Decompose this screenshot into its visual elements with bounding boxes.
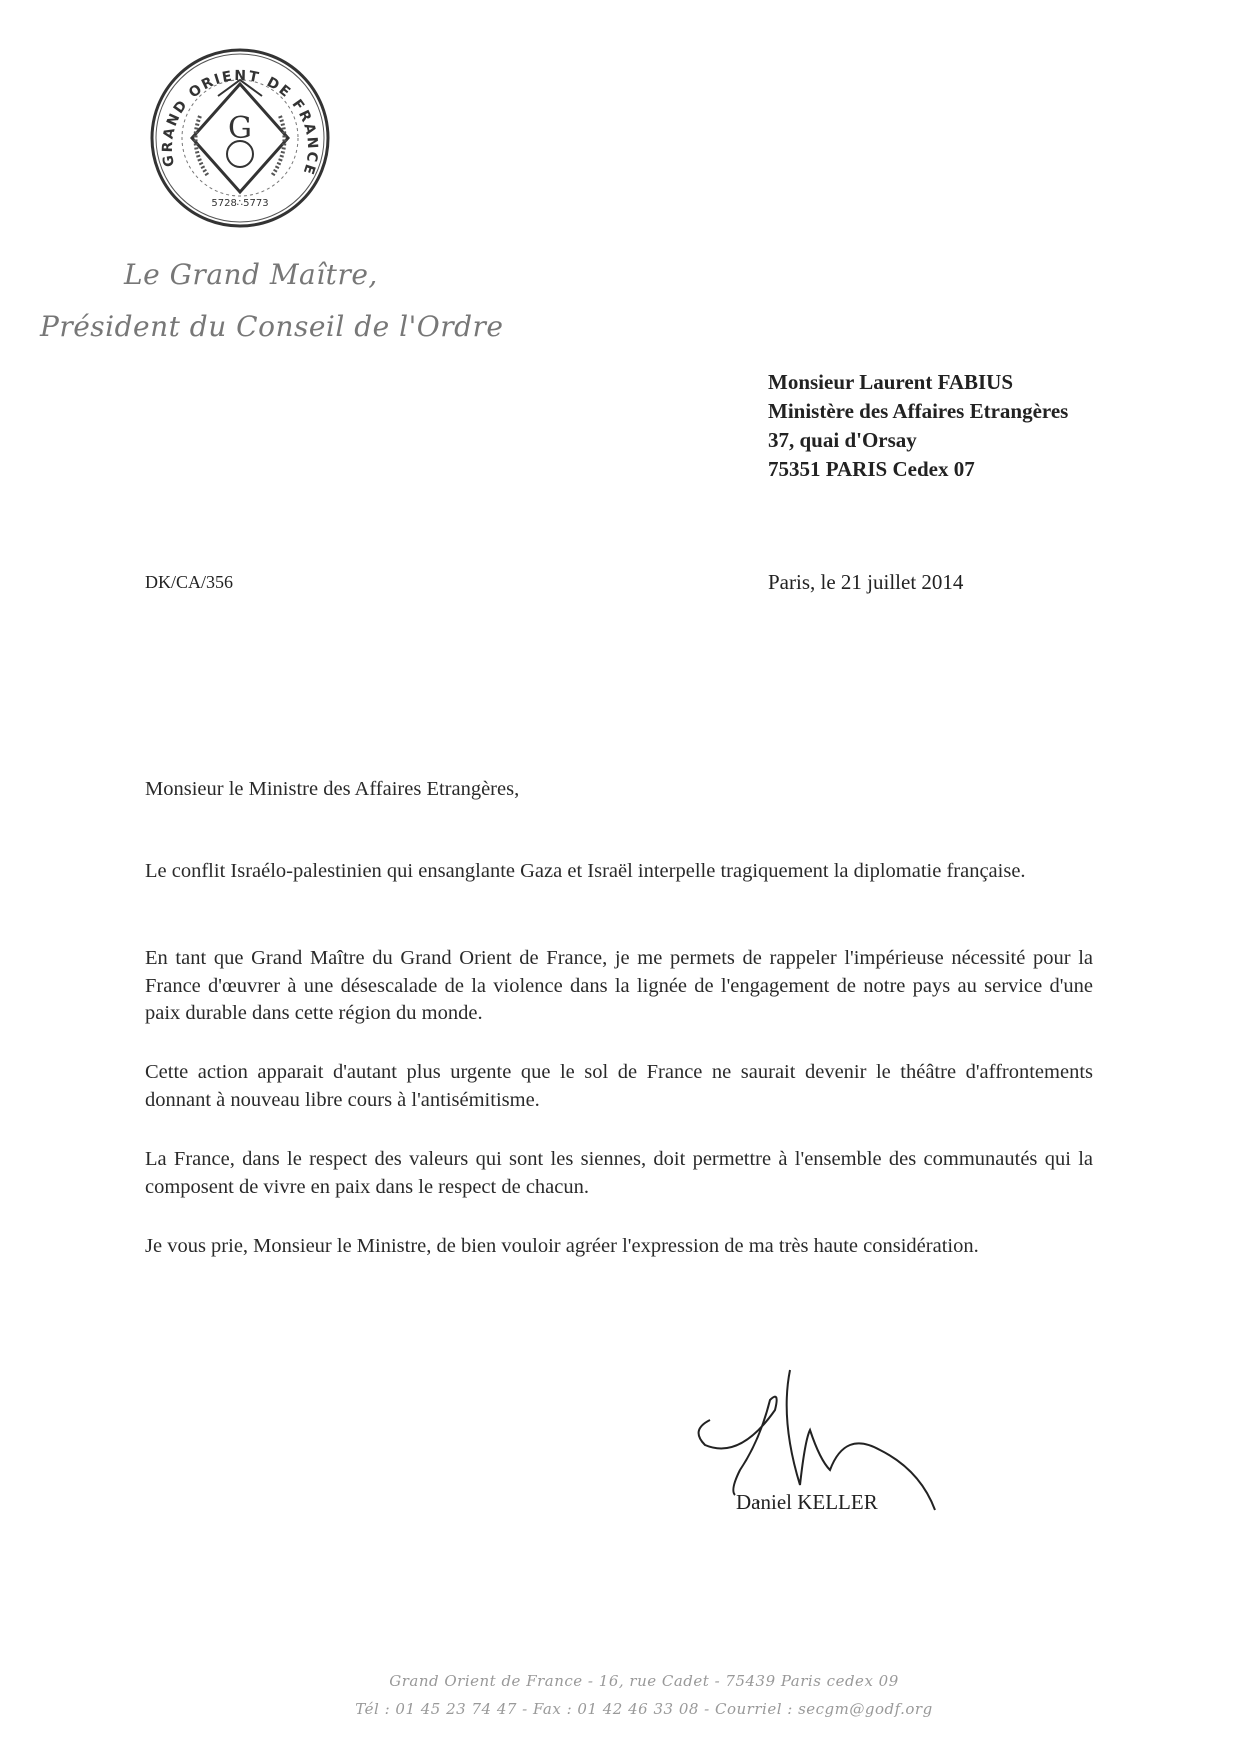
paragraph-3: Cette action apparait d'autant plus urgente que le sol de France ne saurait devenir le théâtre d'affrontements donnant à nouveau libre cours à l'antisémitisme. — [145, 1061, 1093, 1111]
signatory-name: Daniel KELLER — [736, 1490, 878, 1514]
footer-address: Grand Orient de France - 16, rue Cadet - 75439 Paris cedex 09 — [389, 1672, 899, 1690]
svg-text:5728∴5773: 5728∴5773 — [211, 198, 269, 209]
seal-emblem-icon — [148, 46, 332, 230]
paragraph-2: En tant que Grand Maître du Grand Orient de France, je me permets de rappeler l'impérieuse nécessité pour la France d'œuvrer à une désescalade de la violence dans la lignée de l'engagement de notre pays au service d'une paix durable dans cette région du monde. — [145, 947, 1093, 1024]
recipient-address — [768, 368, 1068, 484]
letterhead-subtitle: Président du Conseil de l'Ordre — [40, 310, 504, 343]
paragraph-5: Je vous prie, Monsieur le Ministre, de bien vouloir agréer l'expression de ma très haute considération. — [145, 1235, 979, 1257]
paragraph-1: Le conflit Israélo-palestinien qui ensanglante Gaza et Israël interpelle tragiquement la diplomatie française. — [145, 860, 1026, 882]
footer-contact: Tél : 01 45 23 74 47 - Fax : 01 42 46 33 08 - Courriel : secgm@godf.org — [355, 1700, 933, 1718]
salutation: Monsieur le Ministre des Affaires Etrangères, — [145, 778, 520, 800]
svg-text:GRAND ORIENT DE FRANCE: GRAND ORIENT DE FRANCE — [159, 67, 321, 178]
letterhead-title: Le Grand Maître, — [124, 258, 378, 291]
paragraph-4: La France, dans le respect des valeurs qui sont les siennes, doit permettre à l'ensemble des communautés qui la composent de vivre en paix dans le respect de chacun. — [145, 1148, 1093, 1198]
date: Paris, le 21 juillet 2014 — [768, 570, 964, 594]
reference: DK/CA/356 — [145, 572, 234, 592]
recipient-ministry: Ministère des Affaires Etrangères — [768, 399, 1069, 423]
seal-logo — [148, 46, 332, 230]
recipient-name: Monsieur Laurent FABIUS — [768, 370, 1014, 394]
svg-text:G: G — [228, 111, 252, 146]
recipient-city: 75351 PARIS Cedex 07 — [768, 457, 975, 481]
recipient-street: 37, quai d'Orsay — [768, 428, 917, 452]
